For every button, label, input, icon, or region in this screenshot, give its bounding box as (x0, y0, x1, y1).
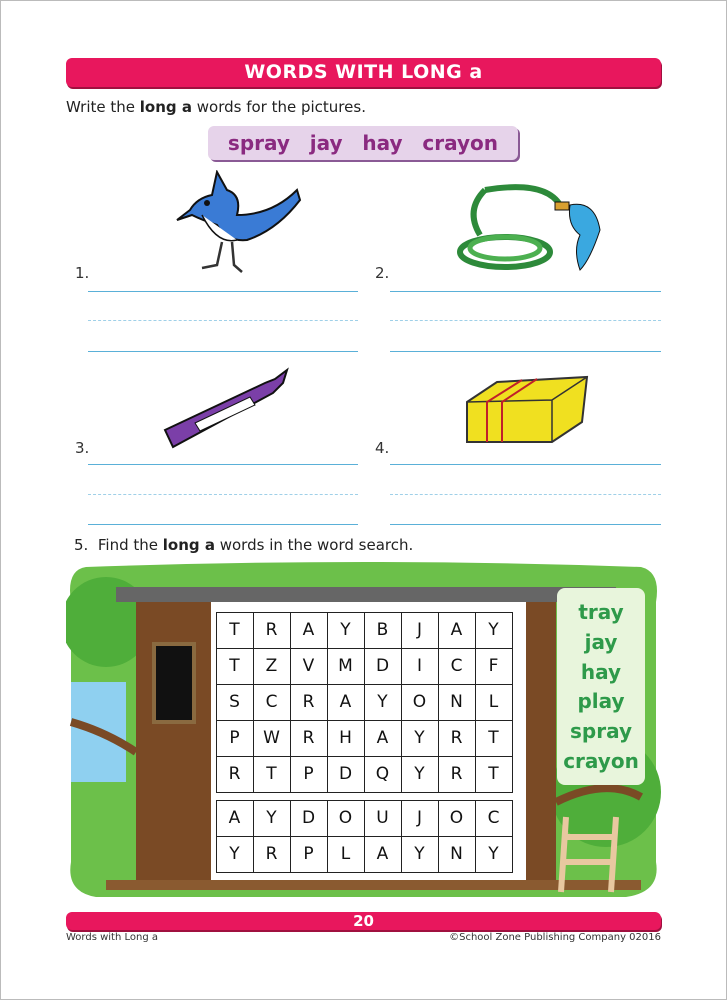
grid-cell[interactable]: C (438, 648, 476, 685)
item-number: 2. (375, 264, 390, 282)
grid-cell[interactable]: N (438, 684, 476, 721)
word-bank (208, 126, 518, 160)
grid-row (216, 684, 520, 720)
grid-cell[interactable]: D (290, 800, 328, 837)
grid-cell[interactable]: S (216, 684, 254, 721)
grid-cell[interactable]: P (290, 836, 328, 873)
grid-cell[interactable]: D (327, 756, 365, 793)
instr-text: words in the word search. (214, 536, 414, 554)
answer-line (88, 351, 358, 352)
grid-cell[interactable]: A (438, 612, 476, 649)
footer-right: ©School Zone Publishing Company 02016 (449, 932, 661, 943)
page-title: WORDS WITH LONG a (66, 58, 661, 87)
word-bank-item: jay (309, 131, 343, 155)
search-word: play (577, 689, 625, 714)
grid-cell[interactable]: O (438, 800, 476, 837)
grid-cell[interactable]: L (475, 684, 513, 721)
instr-bold: long a (162, 536, 215, 554)
grid-cell[interactable]: Z (253, 648, 291, 685)
grid-cell[interactable]: Y (253, 800, 291, 837)
grid-cell[interactable]: L (327, 836, 365, 873)
grid-cell[interactable]: R (290, 684, 328, 721)
grid-cell[interactable]: V (290, 648, 328, 685)
grid-cell[interactable]: U (364, 800, 402, 837)
grid-cell[interactable]: C (253, 684, 291, 721)
grid-cell[interactable]: R (216, 756, 254, 793)
item-number: 1. (75, 264, 90, 282)
answer-line (390, 351, 661, 352)
grid-cell[interactable]: Y (475, 612, 513, 649)
guide-line (390, 320, 661, 321)
grid-cell[interactable]: T (216, 612, 254, 649)
instr-text: Find the (97, 536, 163, 554)
grid-cell[interactable]: P (216, 720, 254, 757)
instr-bold: long a (139, 98, 192, 116)
guide-line (390, 494, 661, 495)
grid-cell[interactable]: J (401, 800, 439, 837)
grid-cell[interactable]: A (364, 836, 402, 873)
grid-cell[interactable]: O (401, 684, 439, 721)
grid-cell[interactable]: F (475, 648, 513, 685)
crayon-picture (155, 365, 295, 455)
grid-cell[interactable]: C (475, 800, 513, 837)
word-bank-item: crayon (422, 131, 499, 155)
grid-cell[interactable]: T (475, 756, 513, 793)
word-bank-item: hay (362, 131, 403, 155)
answer-line[interactable] (390, 464, 661, 465)
grid-cell[interactable]: R (290, 720, 328, 757)
word-bank-item: spray (227, 131, 290, 155)
grid-cell[interactable]: Y (364, 684, 402, 721)
grid-row (216, 756, 520, 792)
grid-cell[interactable]: N (438, 836, 476, 873)
instr-text: Write the (66, 98, 140, 116)
grid-cell[interactable]: M (327, 648, 365, 685)
grid-cell[interactable]: Y (327, 612, 365, 649)
search-word-list (557, 588, 645, 785)
item-number: 4. (375, 439, 390, 457)
grid-row (216, 648, 520, 684)
answer-line[interactable] (88, 291, 358, 292)
grid-cell[interactable]: A (216, 800, 254, 837)
grid-row (216, 720, 520, 756)
hay-bale-picture (462, 372, 592, 447)
footer-left: Words with Long a (66, 932, 158, 943)
grid-cell[interactable]: A (327, 684, 365, 721)
grid-cell[interactable]: R (253, 836, 291, 873)
grid-cell[interactable]: Y (401, 756, 439, 793)
grid-cell[interactable]: Q (364, 756, 402, 793)
instr-text: words for the pictures. (191, 98, 366, 116)
grid-cell[interactable]: R (438, 720, 476, 757)
grid-cell[interactable]: D (364, 648, 402, 685)
page-number: 20 (66, 912, 661, 930)
search-word: spray (569, 719, 632, 744)
grid-cell[interactable]: J (401, 612, 439, 649)
answer-line (88, 524, 358, 525)
search-word: crayon (563, 749, 639, 774)
hose-picture (455, 180, 610, 275)
grid-cell[interactable]: Y (216, 836, 254, 873)
grid-row (216, 836, 520, 872)
grid-cell[interactable]: Y (475, 836, 513, 873)
grid-cell[interactable]: Y (401, 720, 439, 757)
item-number: 5. (74, 536, 89, 554)
grid-row (216, 800, 520, 836)
instruction-write (66, 98, 366, 116)
grid-row (216, 612, 520, 648)
grid-cell[interactable]: O (327, 800, 365, 837)
grid-cell[interactable]: W (253, 720, 291, 757)
search-word: tray (578, 599, 624, 624)
grid-cell[interactable]: Y (401, 836, 439, 873)
answer-line[interactable] (390, 291, 661, 292)
word-search-grid (216, 612, 520, 872)
grid-cell[interactable]: T (253, 756, 291, 793)
search-word: jay (584, 629, 618, 654)
guide-line (88, 494, 358, 495)
search-word: hay (580, 659, 622, 684)
instruction-find (74, 536, 413, 554)
grid-cell[interactable]: A (290, 612, 328, 649)
grid-cell[interactable]: P (290, 756, 328, 793)
blue-jay-picture (172, 170, 302, 280)
grid-cell[interactable]: B (364, 612, 402, 649)
item-number: 3. (75, 439, 90, 457)
grid-cell[interactable]: A (364, 720, 402, 757)
answer-line[interactable] (88, 464, 358, 465)
grid-cell[interactable]: T (216, 648, 254, 685)
answer-line (390, 524, 661, 525)
grid-cell[interactable]: I (401, 648, 439, 685)
grid-cell[interactable]: T (475, 720, 513, 757)
guide-line (88, 320, 358, 321)
grid-cell[interactable]: R (438, 756, 476, 793)
grid-cell[interactable]: H (327, 720, 365, 757)
grid-cell[interactable]: R (253, 612, 291, 649)
